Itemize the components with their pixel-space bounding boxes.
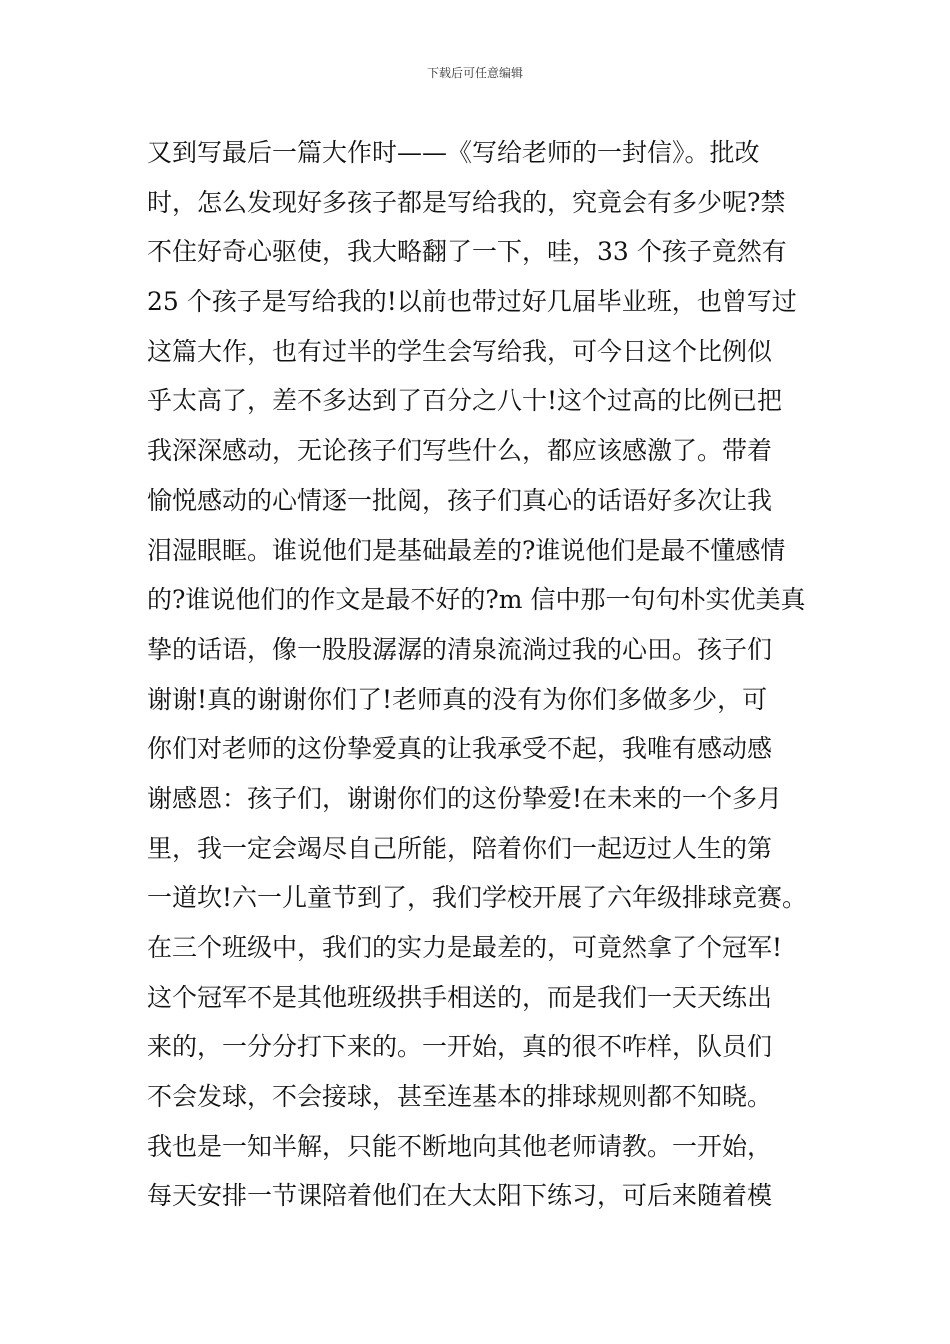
text-line: 时，怎么发现好多孩子都是写给我的，究竟会有多少呢?禁	[147, 187, 786, 217]
text-line: 你们对老师的这份挚爱真的让我承受不起，我唯有感动感	[147, 734, 773, 764]
text-line: 谢感恩：孩子们，谢谢你们的这份挚爱!在未来的一个多月	[147, 783, 783, 813]
text-line: 我也是一知半解，只能不断地向其他老师请教。一开始，	[147, 1131, 773, 1161]
text-line: 25 个孩子是写给我的!以前也带过好几届毕业班，也曾写过	[147, 287, 797, 317]
text-line: 每天安排一节课陪着他们在大太阳下练习，可后来随着模	[147, 1181, 773, 1211]
text-line: 这个冠军不是其他班级拱手相送的，而是我们一天天练出	[147, 982, 773, 1012]
text-line: 在三个班级中，我们的实力是最差的，可竟然拿了个冠军!	[147, 933, 783, 962]
text-line: 来的，一分分打下来的。一开始，真的很不咋样，队员们	[147, 1032, 773, 1062]
text-line: 一道坎!六一儿童节到了，我们学校开展了六年级排球竞赛。	[147, 883, 808, 913]
text-line: 不会发球，不会接球，甚至连基本的排球规则都不知晓。	[147, 1082, 773, 1112]
text-line: 挚的话语，像一股股潺潺的清泉流淌过我的心田。孩子们	[147, 634, 773, 664]
page-header: 下载后可任意编辑	[426, 66, 523, 80]
text-line: 乎太高了，差不多达到了百分之八十!这个过高的比例已把	[147, 386, 783, 416]
text-line: 的?谁说他们的作文是最不好的?m 信中那一句句朴实优美真	[147, 585, 806, 615]
text-line: 这篇大作，也有过半的学生会写给我，可今日这个比例似	[147, 336, 773, 366]
text-line: 里，我一定会竭尽自己所能，陪着你们一起迈过人生的第	[147, 833, 773, 863]
text-line: 又到写最后一篇大作时——《写给老师的一封信》。批改	[147, 138, 760, 167]
body-text	[147, 128, 817, 1221]
text-line: 泪湿眼眶。谁说他们是基础最差的?谁说他们是最不懂感情	[147, 535, 786, 565]
text-line: 我深深感动，无论孩子们写些什么，都应该感激了。带着	[147, 436, 773, 466]
text-line: 不住好奇心驱使，我大略翻了一下，哇，33 个孩子竟然有	[147, 237, 787, 267]
text-line: 谢谢!真的谢谢你们了!老师真的没有为你们多做多少，可	[147, 684, 768, 714]
text-line: 愉悦感动的心情逐一批阅，孩子们真心的话语好多次让我	[147, 485, 773, 515]
